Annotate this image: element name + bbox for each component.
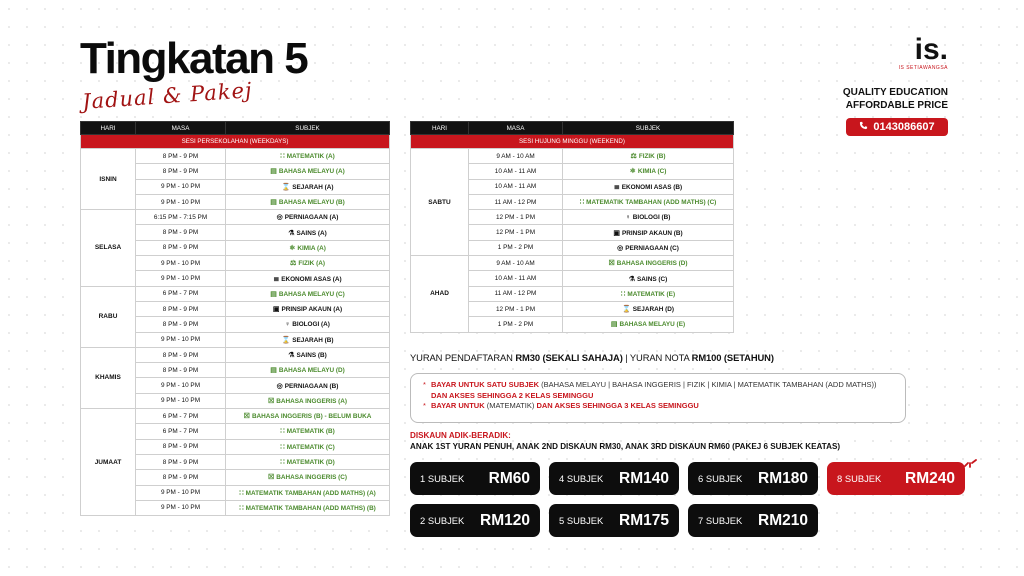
day-cell: SELASA: [81, 210, 136, 286]
tagline-line-1: QUALITY EDUCATION: [842, 87, 948, 98]
subject-cell: [563, 271, 734, 286]
flag-icon: ▤: [610, 321, 618, 329]
coin-icon: ◎: [276, 382, 283, 390]
package-label: 2 SUBJEK: [420, 515, 465, 526]
subject-cell: [226, 271, 390, 286]
time-cell: 6:15 PM - 7:15 PM: [136, 210, 226, 225]
atom-icon: ⚛: [289, 244, 296, 252]
time-cell: 11 AM - 12 PM: [469, 194, 563, 209]
subject-label: FIZIK (A): [298, 260, 325, 268]
subject-label: BAHASA MELAYU (D): [278, 367, 345, 375]
package-5-subject[interactable]: [549, 504, 679, 537]
subject-cell: [226, 378, 390, 393]
flag-icon: ▤: [270, 199, 277, 207]
subject-label: MATEMATIK TAMBAHAN (ADD MATHS) (C): [586, 199, 717, 207]
time-cell: 12 PM - 1 PM: [469, 225, 563, 240]
subject-label: SAINS (B): [296, 352, 327, 359]
package-price: RM210: [758, 511, 808, 529]
ledger-icon: ▣: [272, 306, 280, 314]
subject-cell: [226, 454, 390, 469]
weekend-timetable: [410, 121, 734, 333]
subject-cell: [563, 194, 734, 209]
subject-label: BAHASA MELAYU (E): [619, 321, 686, 329]
dna-icon: ♀: [625, 213, 631, 221]
subject-cell: [563, 240, 734, 255]
subject-label: BAHASA INGGERIS (D): [616, 260, 688, 268]
sparkle-icon: [963, 454, 977, 468]
time-cell: 8 PM - 9 PM: [136, 225, 226, 240]
subject-cell: [226, 179, 390, 194]
coin-icon: ◎: [617, 244, 624, 252]
logo-text: is.: [914, 33, 948, 66]
subject-cell: [563, 225, 734, 240]
table-row: [411, 256, 734, 271]
time-cell: 9 PM - 10 PM: [136, 194, 226, 209]
phone-button[interactable]: [846, 118, 948, 136]
package-8-subject[interactable]: [827, 462, 965, 495]
subject-label: FIZIK (B): [638, 153, 666, 161]
subject-cell: [226, 194, 390, 209]
subject-cell: [226, 347, 390, 362]
note-line-2: [423, 401, 893, 412]
time-cell: 10 AM - 11 AM: [469, 271, 563, 286]
table-row: [81, 409, 390, 424]
subject-label: MATEMATIK (A): [286, 153, 335, 161]
payment-notes: [410, 373, 906, 423]
page-title: Tingkatan 5: [80, 34, 308, 83]
weekday-timetable: [80, 121, 390, 516]
package-price: RM175: [619, 511, 669, 529]
table-row: [81, 286, 390, 301]
subject-cell: [563, 164, 734, 179]
subject-label: PERNIAGAAN (A): [284, 214, 339, 222]
package-label: 6 SUBJEK: [698, 473, 743, 484]
subject-cell: [226, 225, 390, 240]
column-header-hari: HARI: [81, 122, 136, 135]
note-1-highlight-2: DAN AKSES SEHINGGA 2 KELAS SEMINGGU: [431, 390, 594, 400]
math-icon: ∷: [280, 428, 285, 436]
flask-icon: ⚗: [288, 229, 295, 237]
subject-label: MATEMATIK (C): [286, 443, 335, 451]
flag-uk-icon: ☒: [608, 260, 615, 268]
package-6-subject[interactable]: [688, 462, 818, 495]
column-header-hari: HARI: [411, 122, 469, 135]
subject-label: KIMIA (C): [637, 168, 667, 176]
subject-label: SEJARAH (D): [632, 306, 674, 314]
subject-cell: [226, 424, 390, 439]
subject-cell: [226, 317, 390, 332]
table-row: [81, 149, 390, 164]
subject-cell: [226, 240, 390, 255]
column-header-masa: MASA: [136, 122, 226, 135]
time-cell: 8 PM - 9 PM: [136, 317, 226, 332]
day-cell: AHAD: [411, 256, 469, 332]
history-icon: ⌛: [281, 336, 291, 344]
math-icon: ∷: [280, 459, 285, 467]
math-icon: ∷: [239, 489, 244, 497]
phone-icon: [859, 121, 868, 133]
time-cell: 6 PM - 7 PM: [136, 424, 226, 439]
time-cell: 8 PM - 9 PM: [136, 347, 226, 362]
subject-label: SAINS (C): [637, 275, 668, 283]
history-icon: ⌛: [622, 306, 631, 314]
table-row: [81, 347, 390, 362]
day-cell: KHAMIS: [81, 347, 136, 408]
subject-label: BAHASA INGGERIS (C): [276, 474, 348, 482]
subject-cell: [226, 485, 390, 500]
subject-label: SEJARAH (A): [292, 183, 334, 191]
subject-label: BIOLOGI (A): [292, 320, 330, 328]
flag-icon: ▤: [270, 367, 277, 375]
ledger-icon: ▣: [613, 229, 620, 237]
subject-cell: [226, 256, 390, 271]
column-header-subjek: SUBJEK: [563, 122, 734, 135]
time-cell: 9 PM - 10 PM: [136, 271, 226, 286]
flask-icon: ⚗: [628, 275, 636, 283]
fees-text-2: | YURAN NOTA: [622, 352, 692, 363]
math-icon: ∷: [280, 443, 285, 451]
column-header-subjek: SUBJEK: [226, 122, 390, 135]
package-price: RM120: [480, 511, 530, 529]
time-cell: 8 PM - 9 PM: [136, 363, 226, 378]
subject-label: PERNIAGAAN (C): [625, 244, 679, 252]
subject-cell: [226, 332, 390, 347]
note-line-1: [423, 380, 893, 401]
math-icon: ∷: [239, 504, 244, 512]
note-2-highlight: BAYAR UNTUK: [431, 401, 485, 410]
package-label: 4 SUBJEK: [559, 473, 604, 484]
subject-cell: [226, 164, 390, 179]
subject-label: PERNIAGAAN (B): [284, 382, 339, 390]
logo-subtext: IS SETIAWANGSA: [898, 65, 948, 71]
asterisk-icon: *: [423, 380, 426, 389]
page-subtitle: Jadual & Pakej: [81, 78, 254, 114]
subject-label: BAHASA MELAYU (B): [278, 199, 345, 207]
coin-icon: ◎: [276, 214, 283, 222]
package-label: 7 SUBJEK: [698, 515, 743, 526]
time-cell: 8 PM - 9 PM: [136, 164, 226, 179]
subject-cell: [226, 439, 390, 454]
time-cell: 8 PM - 9 PM: [136, 470, 226, 485]
subject-label: BAHASA MELAYU (C): [278, 290, 345, 298]
package-label: 8 SUBJEK: [837, 473, 882, 484]
notes-fee: RM100 (SETAHUN): [691, 352, 774, 363]
package-price: RM60: [488, 469, 530, 487]
math-icon: ∷: [620, 290, 626, 298]
atom-icon: ⚛: [629, 168, 636, 176]
subject-cell: [226, 393, 390, 408]
time-cell: 9 PM - 10 PM: [136, 256, 226, 271]
subject-label: MATEMATIK (B): [286, 428, 335, 436]
session-banner: SESI PERSEKOLAHAN (WEEKDAYS): [81, 135, 390, 149]
table-row: [411, 149, 734, 164]
time-cell: 8 PM - 9 PM: [136, 439, 226, 454]
subject-cell: [226, 149, 390, 164]
time-cell: 6 PM - 7 PM: [136, 409, 226, 424]
day-cell: SABTU: [411, 149, 469, 256]
time-cell: 9 PM - 10 PM: [136, 378, 226, 393]
time-cell: 1 PM - 2 PM: [469, 240, 563, 255]
package-2-subject[interactable]: [410, 504, 540, 537]
subject-cell: [563, 149, 734, 164]
flag-icon: ▤: [270, 290, 277, 298]
subject-cell: [226, 470, 390, 485]
subject-label: PRINSIP AKAUN (B): [621, 229, 683, 237]
dna-icon: ♀: [285, 320, 291, 328]
day-cell: ISNIN: [81, 149, 136, 210]
note-1-text: (BAHASA MELAYU | BAHASA INGGERIS | FIZIK | KIMIA | MATEMATIK TAMBAHAN (ADD MATHS)): [539, 380, 877, 389]
fees-text-1: YURAN PENDAFTARAN: [410, 352, 516, 363]
subject-cell: [563, 301, 734, 316]
package-label: 1 SUBJEK: [420, 473, 465, 484]
math-icon: ∷: [280, 153, 285, 161]
physics-icon: ⚖: [630, 153, 637, 161]
flag-uk-icon: ☒: [267, 397, 275, 405]
time-cell: 9 AM - 10 AM: [469, 149, 563, 164]
time-cell: 1 PM - 2 PM: [469, 317, 563, 332]
subject-cell: [226, 210, 390, 225]
fees-line: [410, 352, 774, 363]
day-cell: RABU: [81, 286, 136, 347]
subject-label: SEJARAH (B): [292, 336, 334, 344]
package-7-subject[interactable]: [688, 504, 818, 537]
time-cell: 9 PM - 10 PM: [136, 500, 226, 515]
time-cell: 10 AM - 11 AM: [469, 164, 563, 179]
table-row: [81, 210, 390, 225]
flag-uk-icon: ☒: [243, 413, 250, 421]
subject-cell: [226, 500, 390, 515]
package-price: RM240: [905, 469, 955, 487]
flag-icon: ▤: [270, 168, 277, 176]
subject-cell: [226, 363, 390, 378]
time-cell: 6 PM - 7 PM: [136, 286, 226, 301]
discount-heading: DISKAUN ADIK-BERADIK:: [410, 431, 511, 440]
subject-label: MATEMATIK TAMBAHAN (ADD MATHS) (B): [245, 504, 376, 512]
subject-cell: [563, 210, 734, 225]
note-1-highlight: BAYAR UNTUK SATU SUBJEK: [431, 380, 540, 389]
subject-label: EKONOMI ASAS (A): [281, 275, 342, 283]
subject-cell: [563, 256, 734, 271]
subject-cell: [226, 301, 390, 316]
package-price: RM140: [619, 469, 669, 487]
chart-icon: ≣: [613, 183, 620, 191]
subject-cell: [226, 286, 390, 301]
subject-cell: [226, 409, 390, 424]
subject-label: BAHASA INGGERIS (A): [276, 397, 348, 405]
time-cell: 11 AM - 12 PM: [469, 286, 563, 301]
time-cell: 8 PM - 9 PM: [136, 301, 226, 316]
package-4-subject[interactable]: [549, 462, 679, 495]
subject-label: BAHASA MELAYU (A): [278, 168, 345, 176]
discount-text: ANAK 1ST YURAN PENUH, ANAK 2ND DISKAUN RM30, ANAK 3RD DISKAUN RM60 (PAKEJ 6 SUBJEK KEATAS): [410, 442, 841, 451]
note-2-text: (MATEMATIK): [484, 401, 537, 410]
flask-icon: ⚗: [288, 352, 295, 359]
flag-uk-icon: ☒: [267, 474, 275, 482]
subject-label: KIMIA (A): [297, 244, 326, 252]
time-cell: 9 PM - 10 PM: [136, 332, 226, 347]
subject-label: BAHASA INGGERIS (B) - BELUM BUKA: [251, 413, 372, 421]
package-price: RM180: [758, 469, 808, 487]
subject-cell: [563, 179, 734, 194]
time-cell: 9 PM - 10 PM: [136, 179, 226, 194]
brand-logo: [898, 33, 948, 71]
registration-fee: RM30 (SEKALI SAHAJA): [515, 352, 623, 363]
time-cell: 10 AM - 11 AM: [469, 179, 563, 194]
subject-label: PRINSIP AKAUN (A): [281, 306, 343, 314]
math-icon: ∷: [579, 199, 585, 207]
note-2-highlight-2: DAN AKSES SEHINGGA 3 KELAS SEMINGGU: [536, 401, 699, 410]
history-icon: ⌛: [281, 183, 291, 191]
subject-label: MATEMATIK (E): [627, 290, 676, 298]
subject-cell: [563, 286, 734, 301]
time-cell: 12 PM - 1 PM: [469, 301, 563, 316]
time-cell: 8 PM - 9 PM: [136, 240, 226, 255]
time-cell: 9 AM - 10 AM: [469, 256, 563, 271]
tagline-line-2: AFFORDABLE PRICE: [845, 100, 948, 111]
column-header-masa: MASA: [469, 122, 563, 135]
subject-label: MATEMATIK TAMBAHAN (ADD MATHS) (A): [245, 489, 376, 497]
session-banner: SESI HUJUNG MINGGU (WEEKEND): [411, 135, 734, 149]
day-cell: JUMAAT: [81, 409, 136, 516]
subject-label: MATEMATIK (D): [286, 459, 335, 467]
subject-cell: [563, 317, 734, 332]
phone-number: 0143086607: [873, 121, 935, 133]
subject-label: BIOLOGI (B): [632, 213, 671, 221]
subject-label: SAINS (A): [296, 229, 327, 237]
physics-icon: ⚖: [290, 260, 297, 268]
time-cell: 8 PM - 9 PM: [136, 454, 226, 469]
chart-icon: ≣: [273, 275, 280, 283]
time-cell: 12 PM - 1 PM: [469, 210, 563, 225]
time-cell: 8 PM - 9 PM: [136, 149, 226, 164]
time-cell: 9 PM - 10 PM: [136, 393, 226, 408]
asterisk-icon: *: [423, 401, 426, 410]
package-label: 5 SUBJEK: [559, 515, 604, 526]
package-1-subject[interactable]: [410, 462, 540, 495]
sibling-discount: [410, 430, 840, 452]
tagline: [843, 86, 948, 112]
subject-label: EKONOMI ASAS (B): [621, 183, 683, 191]
time-cell: 9 PM - 10 PM: [136, 485, 226, 500]
